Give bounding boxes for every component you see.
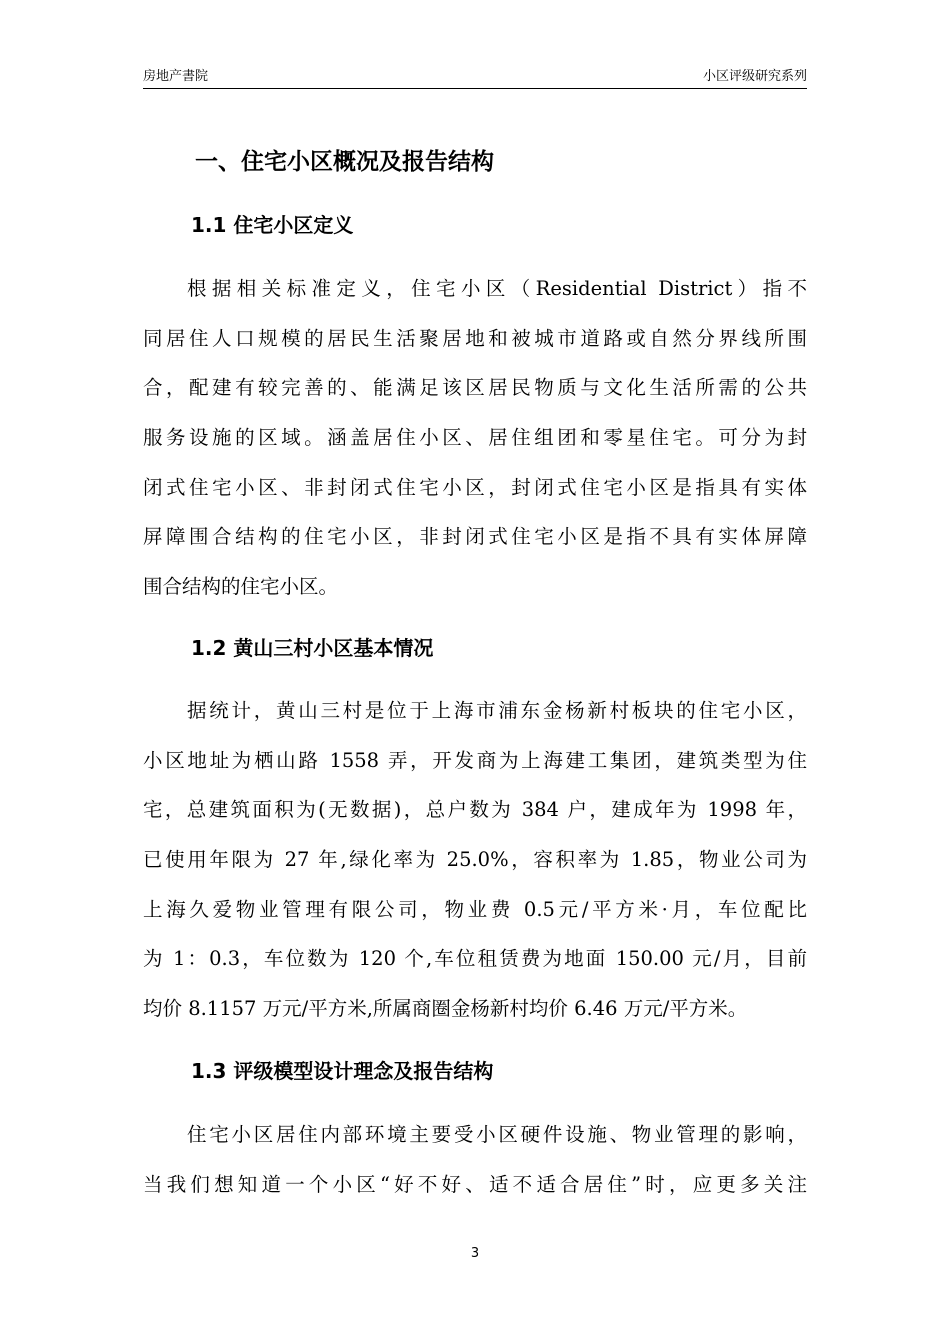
paragraph-basic-info <box>143 686 807 1034</box>
subsection-heading-1-2: 1.2 黄山三村小区基本情况 <box>191 636 434 660</box>
paragraph-model-design <box>143 1110 807 1209</box>
paragraph-line: 根据相关标准定义，住宅小区（Residential District）指不 <box>187 277 807 300</box>
paragraph-definition <box>143 264 807 612</box>
paragraph-line: 据统计，黄山三村是位于上海市浦东金杨新村板块的住宅小区， <box>187 699 807 722</box>
paragraph-line: 同居住人口规模的居民生活聚居地和被城市道路或自然分界线所围 <box>143 326 807 350</box>
paragraph-line: 合，配建有较完善的、能满足该区居民物质与文化生活所需的公共 <box>143 376 807 400</box>
header-series-title: 小区评级研究系列 <box>702 69 807 84</box>
paragraph-line: 服务设施的区域。涵盖居住小区、居住组团和零星住宅。可分为封 <box>143 426 807 450</box>
page-header <box>143 66 807 89</box>
paragraph-line: 均价 8.1157 万元/平方米,所属商圈金杨新村均价 6.46 万元/平方米。 <box>143 997 748 1021</box>
paragraph-line: 为 1：0.3，车位数为 120 个,车位租赁费为地面 150.00 元/月，目前 <box>143 947 807 971</box>
paragraph-line: 屏障围合结构的住宅小区，非封闭式住宅小区是指不具有实体屏障 <box>143 525 807 549</box>
paragraph-line: 围合结构的住宅小区。 <box>143 575 339 599</box>
paragraph-line: 已使用年限为 27 年,绿化率为 25.0%，容积率为 1.85，物业公司为 <box>143 848 807 872</box>
paragraph-line: 住宅小区居住内部环境主要受小区硬件设施、物业管理的影响， <box>187 1123 807 1146</box>
paragraph-line: 当我们想知道一个小区“好不好、适不适合居住”时，应更多关注 <box>143 1172 807 1196</box>
paragraph-line: 闭式住宅小区、非封闭式住宅小区，封闭式住宅小区是指具有实体 <box>143 475 807 499</box>
paragraph-line: 宅，总建筑面积为(无数据)，总户数为 384 户，建成年为 1998 年， <box>143 798 807 822</box>
section-heading: 一、住宅小区概况及报告结构 <box>195 149 494 175</box>
page-number: 3 <box>470 1246 480 1261</box>
paragraph-line: 小区地址为栖山路 1558 弄，开发商为上海建工集团，建筑类型为住 <box>143 748 807 772</box>
header-publisher: 房地产書院 <box>143 69 209 84</box>
subsection-heading-1-3: 1.3 评级模型设计理念及报告结构 <box>191 1059 494 1083</box>
paragraph-line: 上海久爱物业管理有限公司，物业费 0.5元/平方米·月，车位配比 <box>143 897 807 921</box>
subsection-heading-1-1: 1.1 住宅小区定义 <box>191 213 354 237</box>
